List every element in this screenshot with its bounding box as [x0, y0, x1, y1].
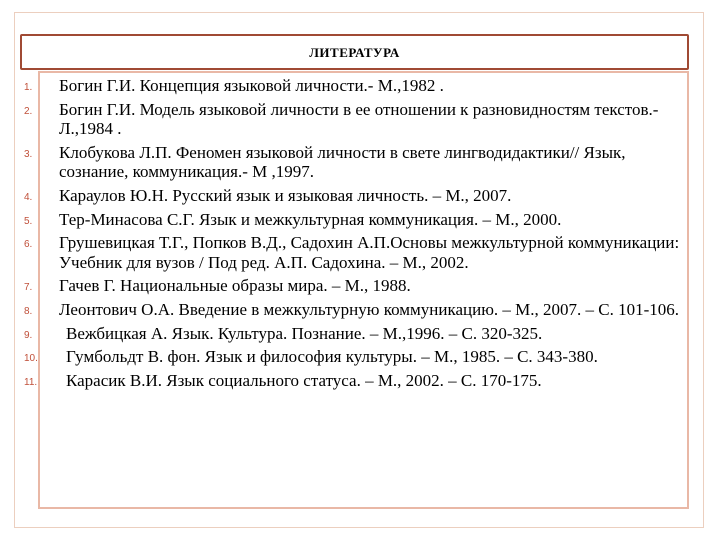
item-text: Богин Г.И. Концепция языковой личности.- М.,1982 . [59, 76, 444, 95]
page-title: ЛИТЕРАТУРА [309, 45, 400, 60]
item-number: 11. [24, 376, 38, 388]
item-number: 4. [24, 191, 33, 203]
list-item [24, 210, 688, 230]
item-number: 7. [24, 282, 33, 294]
item-text: Богин Г.И. Модель языковой личности в ее отношении к разновидностям текстов.- Л.,1984 . [59, 99, 659, 139]
list-item [24, 276, 688, 296]
item-number: 2. [24, 105, 33, 117]
list-item [24, 371, 688, 391]
item-number: 9. [24, 329, 33, 341]
item-text: Клобукова Л.П. Феномен языковой личности в свете лингводидактики// Язык, сознание, коммуникация.- М ,1997. [59, 142, 626, 182]
item-text: Гумбольдт В. фон. Язык и философия культуры. – М., 1985. – С. 343-380. [66, 347, 598, 367]
list-item [24, 76, 688, 96]
item-text: Карасик В.И. Язык социального статуса. – М., 2002. – С. 170-175. [66, 370, 542, 390]
item-text: Тер-Минасова С.Г. Язык и межкультурная коммуникация. – М., 2000. [59, 209, 562, 229]
item-text: Караулов Ю.Н. Русский язык и языковая личность. – М., 2007. [59, 185, 512, 205]
item-number: 6. [24, 239, 33, 251]
list-item [24, 347, 688, 367]
item-number: 8. [24, 305, 33, 317]
item-text: Вежбицкая А. Язык. Культура. Познание. – М.,1996. – С. 320-325. [66, 323, 543, 343]
item-number: 1. [24, 82, 33, 93]
title-bar [20, 34, 689, 70]
list-item [24, 186, 688, 206]
list-item [24, 324, 688, 344]
item-number: 3. [24, 148, 33, 160]
list-item [24, 100, 688, 139]
item-text: Леонтович О.А. Введение в межкультурную коммуникацию. – М., 2007. – С. 101-106. [59, 299, 680, 319]
reference-list [24, 76, 688, 394]
item-number: 10. [24, 353, 38, 365]
item-text: Гачев Г. Национальные образы мира. – М., 1988. [59, 276, 411, 296]
item-number: 5. [24, 215, 33, 227]
item-text: Грушевицкая Т.Г., Попков В.Д., Садохин А.П.Основы межкультурной коммуникации: Учебник для вузов / Под ред. А.П. Садохина. – М., 2002. [59, 233, 680, 272]
list-item [24, 300, 688, 320]
list-item [24, 143, 688, 182]
list-item [24, 233, 688, 272]
